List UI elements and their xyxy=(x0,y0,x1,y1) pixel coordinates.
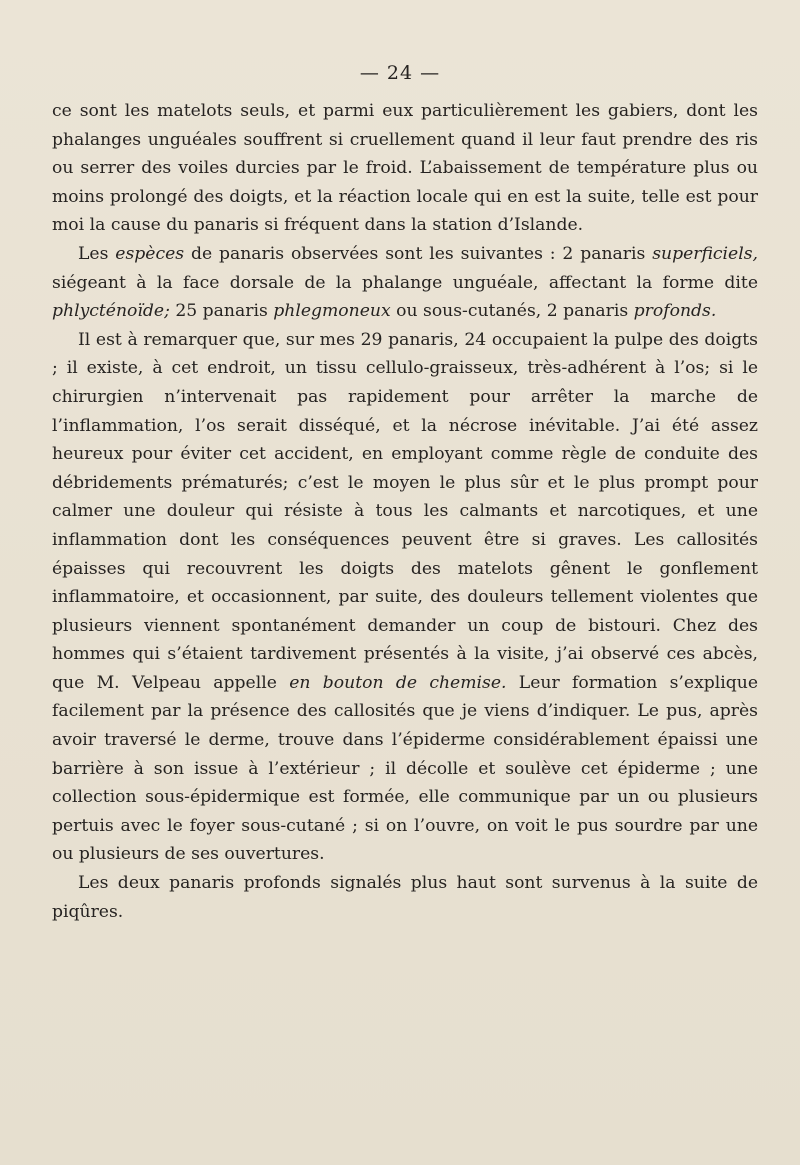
paragraph xyxy=(52,97,758,240)
text-run: Il est à remarquer que, sur mes 29 panaris, 24 occupaient la pulpe des doigts ; il existe, à cet endroit, un tissu cellulo-graisseux, très-adhérent à l’os; si le chirurgien n’intervenait pas rapidement pour arrêter la marche de l’inflammation, l’os serait disséqué, et la nécrose inévitable. J’ai été assez heureux pour éviter cet accident, en employant comme règle de conduite des débridements prématurés; c’est le moyen le plus sûr et le plus prompt pour calmer une douleur qui résiste à tous les calmants et narcotiques, et une inflammation dont les conséquences peuvent être si graves. Les callosités épaisses qui recouvrent les doigts des matelots gênent le gonflement inflammatoire, et occasionnent, par suite, des douleurs tellement violentes que plusieurs viennent spontanément demander un coup de bistouri. Chez des hommes qui s’étaient tardivement présentés à la visite, j’ai observé ces abcès, que M. Velpeau appelle xyxy=(52,329,758,693)
text-run: ou sous-cutanés, 2 panaris xyxy=(390,301,634,322)
italic-term: phlycténoïde; xyxy=(52,301,170,322)
page-number: — 24 — xyxy=(359,62,441,84)
text-run: 25 panaris xyxy=(169,301,274,322)
italic-term: espèces xyxy=(115,243,185,264)
paragraph xyxy=(52,326,758,869)
paragraph xyxy=(52,240,758,326)
text-run: Les deux panaris profonds signalés plus haut sont survenus à la suite de piqûres. xyxy=(52,873,758,922)
italic-term: profonds. xyxy=(633,301,717,322)
text-run: Leur formation s’explique facilement par la présence des callosités que je viens d’indiquer. Le pus, après avoir traversé le derme, trouve dans l’épiderme considérablement épaissi une barrière à son issue à l’extérieur ; il décolle et soulève cet épiderme ; une collection sous-épidermique est formée, elle communique par un ou plusieurs pertuis avec le foyer sous-cutané ; si on l’ouvre, on voit le pus sourdre par une ou plusieurs de ses ouvertures. xyxy=(52,672,758,865)
italic-term: en bouton de chemise. xyxy=(289,672,507,693)
italic-term: superficiels, xyxy=(652,243,759,264)
text-run: ce sont les matelots seuls, et parmi eux particulièrement les gabiers, dont les phalanges unguéales souffrent si cruellement quand il leur faut prendre des ris ou serrer des voiles durcies par le froid. L’abaissement de température plus ou moins prolongé des doigts, et la réaction locale qui en est la suite, telle est pour moi la cause du panaris si fréquent dans la station d’Islande. xyxy=(52,101,758,236)
body-text xyxy=(52,97,758,926)
italic-term: phlegmoneux xyxy=(273,301,391,322)
text-run: siégeant à la face dorsale de la phalange unguéale, affectant la forme dite xyxy=(52,272,758,293)
text-run: de panaris observées sont les suivantes : 2 panaris xyxy=(184,243,653,264)
paragraph xyxy=(52,869,758,926)
text-run: Les xyxy=(78,243,116,264)
